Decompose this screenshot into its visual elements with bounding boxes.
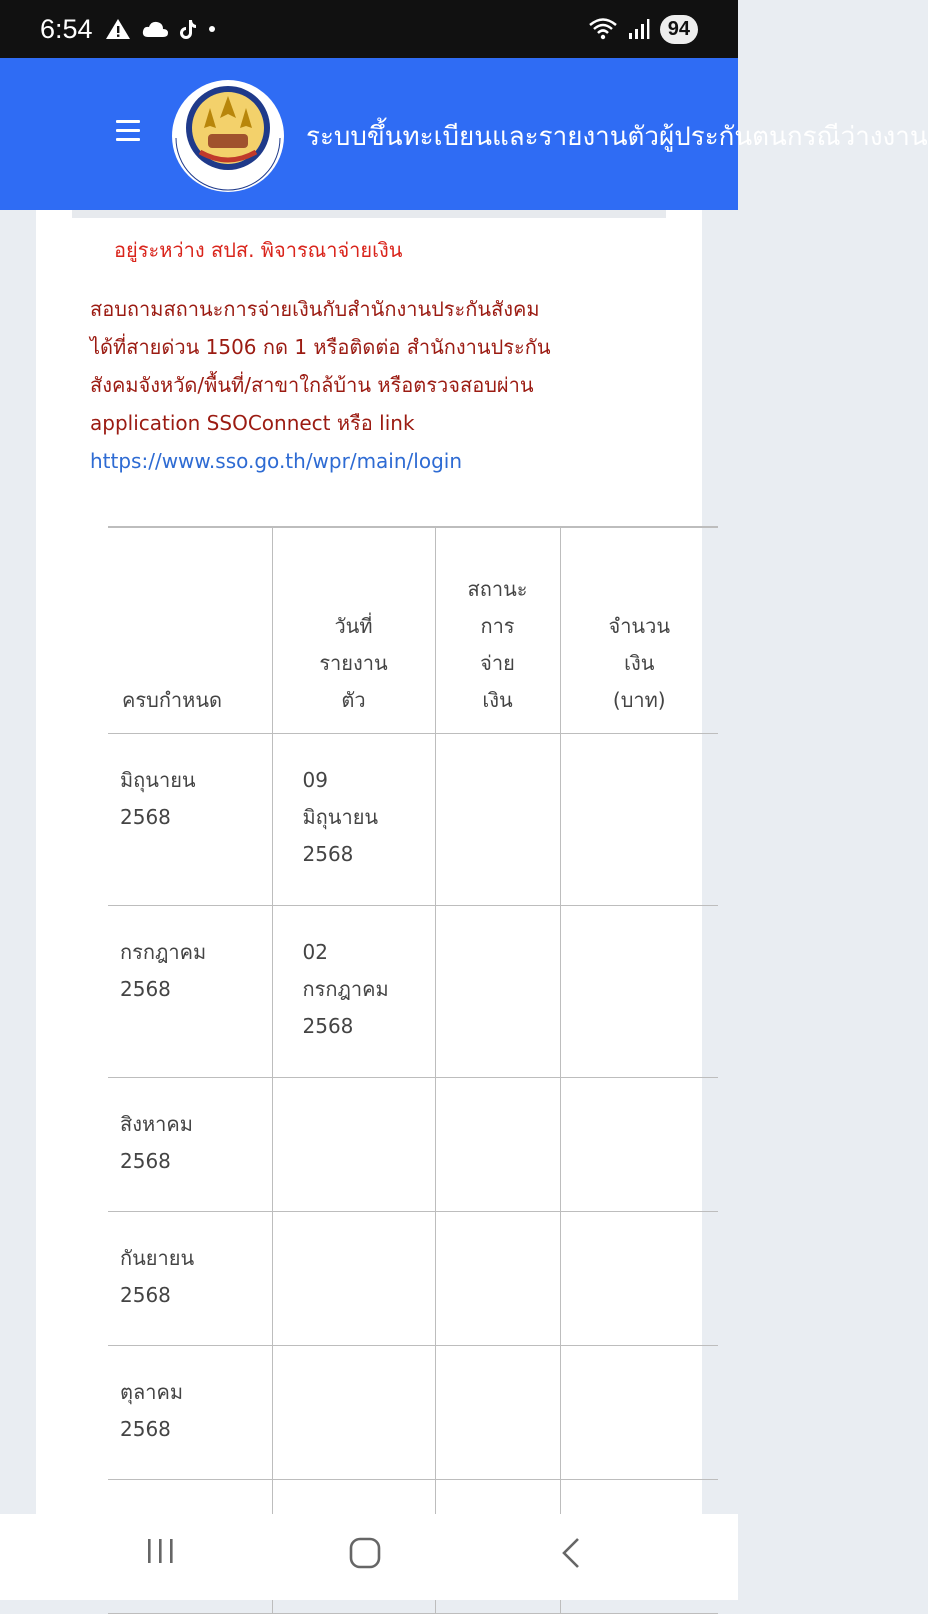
department-logo [170, 78, 286, 194]
payment-status-cell [435, 733, 560, 905]
app-header [0, 58, 928, 210]
status-bar [0, 0, 738, 58]
recent-apps-icon[interactable] [146, 1536, 176, 1566]
payment-info-text [90, 290, 690, 480]
payment-status-text: อยู่ระหว่าง สปส. พิจารณาจ่ายเงิน [114, 238, 403, 262]
table-row [108, 1345, 718, 1479]
table-row [108, 905, 718, 1077]
report-table [108, 526, 718, 1614]
sso-login-link[interactable]: https://www.sso.go.th/wpr/main/login [90, 449, 463, 473]
dot-icon [207, 24, 217, 34]
wifi-icon [588, 17, 618, 41]
report-table-container[interactable] [108, 526, 671, 1514]
hamburger-icon [116, 120, 140, 123]
battery-badge: 94 [660, 15, 698, 44]
report-date-cell [272, 1077, 435, 1211]
report-date-cell: 02 กรกฎาคม 2568 [272, 905, 435, 1077]
header-due-date: ครบกำหนด [108, 527, 272, 733]
report-date-cell: 09 มิถุนายน 2568 [272, 733, 435, 905]
due-date-cell: ตุลาคม 2568 [108, 1345, 272, 1479]
home-icon[interactable] [348, 1536, 382, 1570]
status-time: 6:54 [40, 13, 93, 44]
app-title: ระบบขึ้นทะเบียนและรายงานตัวผู้ประกันตนกรณีว่างงาน [306, 122, 928, 152]
report-date-cell [272, 1345, 435, 1479]
info-line: ได้ที่สายด่วน 1506 กด 1 หรือติดต่อ สำนักงานประกัน [90, 335, 551, 359]
header-payment-status: สถานะ การ จ่าย เงิน [435, 527, 560, 733]
tiktok-icon [179, 18, 197, 40]
info-line: application SSOConnect หรือ link [90, 411, 415, 435]
due-date-cell: กันยายน 2568 [108, 1211, 272, 1345]
table-header-row [108, 527, 718, 733]
cloud-icon [141, 19, 169, 39]
menu-button[interactable] [116, 120, 140, 142]
due-date-cell: สิงหาคม 2568 [108, 1077, 272, 1211]
payment-status-cell [435, 905, 560, 1077]
card-divider [72, 210, 666, 218]
amount-cell [560, 1345, 718, 1479]
report-date-cell [272, 1211, 435, 1345]
amount-cell [560, 1211, 718, 1345]
back-icon[interactable] [558, 1536, 586, 1570]
system-nav-bar [0, 1514, 738, 1600]
info-line: สอบถามสถานะการจ่ายเงินกับสำนักงานประกันสังคม [90, 297, 540, 321]
amount-cell [560, 733, 718, 905]
amount-cell [560, 905, 718, 1077]
table-row [108, 733, 718, 905]
amount-cell [560, 1077, 718, 1211]
payment-status-cell [435, 1077, 560, 1211]
header-amount: จำนวน เงิน (บาท) [560, 527, 718, 733]
table-row [108, 1211, 718, 1345]
warning-icon [105, 17, 131, 41]
header-report-date: วันที่ รายงาน ตัว [272, 527, 435, 733]
payment-status-cell [435, 1345, 560, 1479]
info-line: สังคมจังหวัด/พื้นที่/สาขาใกล้บ้าน หรือตรวจสอบผ่าน [90, 373, 534, 397]
due-date-cell: มิถุนายน 2568 [108, 733, 272, 905]
payment-status-cell [435, 1211, 560, 1345]
signal-icon [628, 18, 650, 40]
table-row [108, 1077, 718, 1211]
due-date-cell: กรกฎาคม 2568 [108, 905, 272, 1077]
content-card [36, 210, 702, 1514]
